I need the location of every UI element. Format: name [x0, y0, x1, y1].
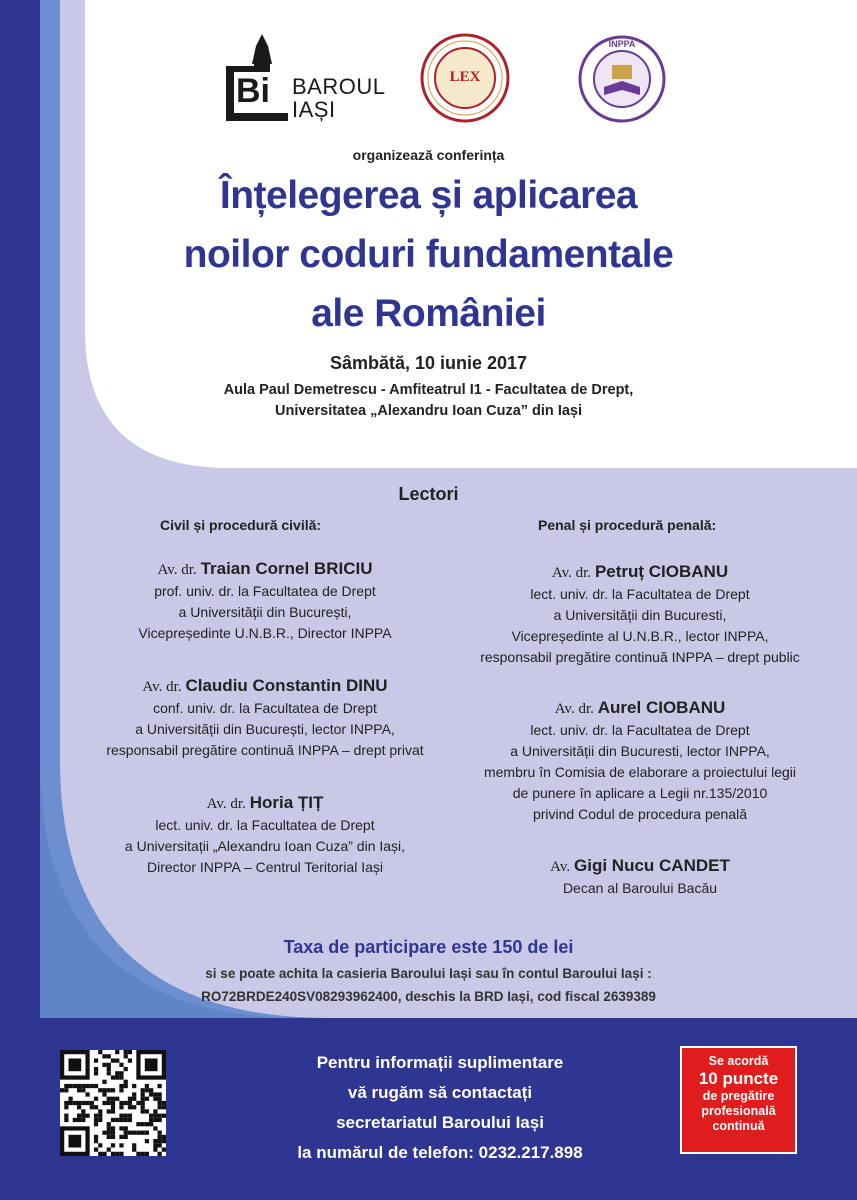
lecturer-prefix: Av. dr.: [206, 796, 246, 812]
unbr-text: LEX: [449, 69, 481, 85]
lecturer-line: lect. univ. dr. la Facultatea de Drept: [530, 722, 750, 738]
lecturer-prefix: Av. dr.: [554, 701, 594, 717]
lecturer-a-ciobanu: [445, 697, 835, 825]
venue-line-2: Universitatea „Alexandru Ioan Cuza” din Iași: [275, 403, 582, 419]
baroul-line1: BAROUL: [292, 74, 386, 99]
inppa-seal: [578, 35, 666, 123]
contact-line: Pentru informații suplimentare: [316, 1053, 564, 1072]
lecturer-line: a Universității din București,: [178, 604, 352, 620]
credits-badge: [680, 1046, 797, 1154]
credits-line: continuă: [712, 1119, 765, 1133]
lecturer-dinu: [80, 675, 450, 761]
credits-line: profesională: [701, 1104, 776, 1118]
credits-line: de pregătire: [702, 1089, 775, 1103]
inppa-text: INPPA: [608, 39, 636, 49]
lectors-heading: Lectori: [398, 484, 459, 504]
contact-block: [200, 1048, 680, 1168]
lecturer-line: prof. univ. dr. la Facultatea de Drept: [154, 583, 376, 599]
lecturer-prefix: Av. dr.: [551, 565, 592, 581]
lecturer-prefix: Av. dr.: [142, 679, 182, 695]
baroul-mark: Bi: [236, 72, 270, 110]
lecturer-line: lect. univ. dr. la Facultatea de Drept: [155, 817, 375, 833]
title-line-2: noilor coduri fundamentale: [183, 233, 674, 276]
lecturer-line: a Universității din București, lector INPPA,: [135, 721, 395, 737]
lecturer-line: Vicepreședinte U.N.B.R., Director INPPA: [138, 625, 392, 641]
lecturer-line: Decan al Baroului Bacău: [562, 880, 718, 896]
fee-line-2: RO72BRDE240SV08293962400, deschis la BRD Iași, cod fiscal 2639389: [201, 989, 656, 1004]
baroul-iasi-logo: [226, 34, 396, 124]
venue-line-1: Aula Paul Demetrescu - Amfiteatrul I1 - Facultatea de Drept,: [223, 382, 634, 398]
lecturer-p-ciobanu: [445, 561, 835, 668]
lecturer-name: Claudiu Constantin DINU: [185, 676, 388, 695]
lecturer-line: privind Codul de procedura penală: [532, 806, 748, 822]
credits-line: Se acordă: [708, 1054, 769, 1068]
lecturer-line: responsabil pregătire continuă INPPA – drept public: [480, 649, 800, 665]
lecturer-name: Horia ȚIȚ: [249, 793, 324, 812]
lecturer-briciu: [80, 558, 450, 644]
lecturer-line: Director INPPA – Centrul Teritorial Iași: [146, 859, 383, 875]
lecturer-line: de punere în aplicare a Legii nr.135/2010: [512, 785, 768, 801]
fee-line-1: si se poate achita la casieria Baroului Iași sau în contul Baroului Iași :: [205, 966, 652, 981]
baroul-line2: IAȘI: [292, 97, 336, 122]
lecturer-name: Traian Cornel BRICIU: [200, 559, 373, 578]
lecturer-line: responsabil pregătire continuă INPPA – drept privat: [106, 742, 424, 758]
lecturer-line: lect. univ. dr. la Facultatea de Drept: [530, 586, 750, 602]
organizes-text: organizează conferința: [352, 147, 505, 163]
penal-heading: Penal și procedură penală:: [538, 517, 717, 533]
credits-points: 10 puncte: [698, 1069, 779, 1088]
title-line-1: Înțelegerea și aplicarea: [219, 174, 638, 217]
fee-title: Taxa de participare este 150 de lei: [283, 937, 574, 957]
title-line-3: ale României: [311, 292, 546, 335]
lecturer-name: Gigi Nucu CANDET: [574, 856, 730, 875]
contact-line: secretariatul Baroului Iași: [336, 1113, 544, 1132]
lecturer-line: a Universității din Bucuresti,: [553, 607, 727, 623]
contact-line: vă rugăm să contactați: [347, 1083, 533, 1102]
event-date: Sâmbătă, 10 iunie 2017: [329, 353, 528, 373]
unbr-seal: [420, 33, 510, 123]
lecturer-prefix: Av. dr.: [157, 562, 197, 578]
lecturer-name: Aurel CIOBANU: [597, 698, 726, 717]
lecturer-tit: [80, 792, 450, 878]
lecturer-line: a Universității din Bucuresti, lector INPPA,: [510, 743, 770, 759]
contact-phone[interactable]: la numărul de telefon: 0232.217.898: [297, 1143, 583, 1162]
qr-code[interactable]: [60, 1050, 166, 1156]
civil-heading: Civil și procedură civilă:: [160, 517, 322, 533]
lecturer-line: Vicepreședinte al U.N.B.R., lector INPPA,: [511, 628, 769, 644]
lecturer-line: a Universitații „Alexandru Ioan Cuza” din Iași,: [124, 838, 406, 854]
lecturer-line: membru în Comisia de elaborare a proiectului legii: [483, 764, 797, 780]
lecturer-name: Petruț CIOBANU: [594, 562, 729, 581]
lecturer-line: conf. univ. dr. la Facultatea de Drept: [153, 700, 377, 716]
qr-icon: [60, 1050, 166, 1156]
lecturer-prefix: Av.: [550, 859, 571, 875]
lecturer-candet: [445, 855, 835, 899]
